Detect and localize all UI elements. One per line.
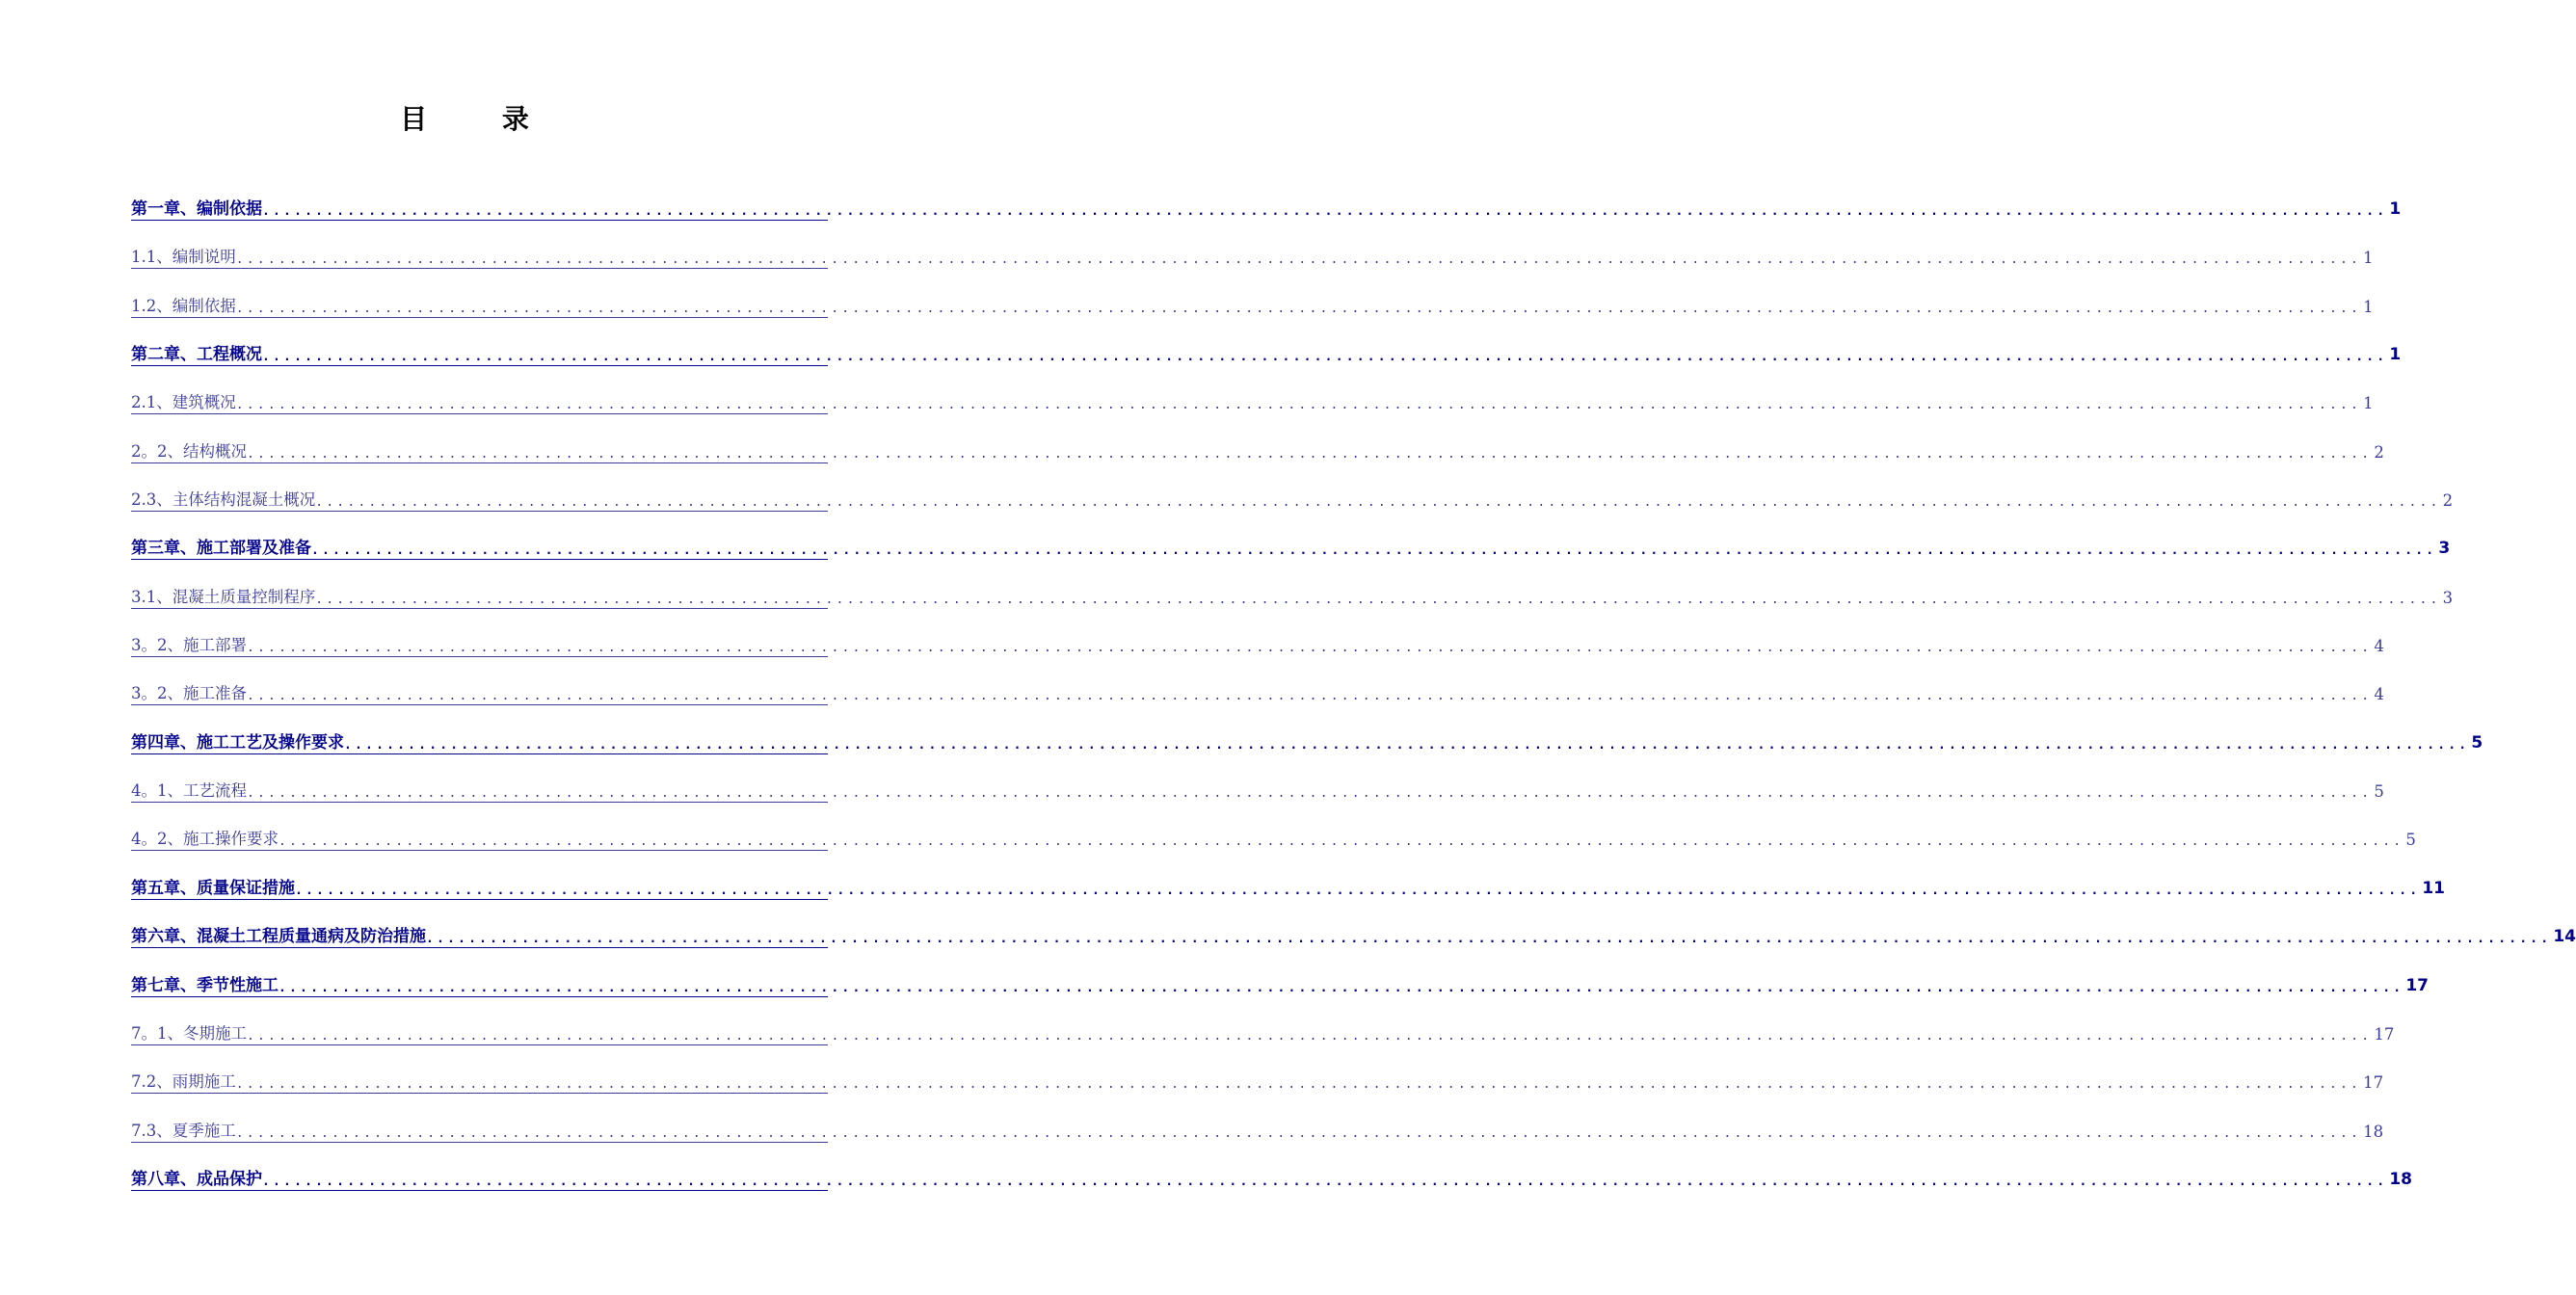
toc-link[interactable] — [131, 629, 2384, 657]
toc-link[interactable] — [131, 338, 2402, 366]
toc-link[interactable] — [131, 241, 2374, 269]
toc-entry-label: 第六章、混凝土工程质量通病及防治措施 — [131, 927, 426, 947]
toc-link[interactable] — [131, 823, 2416, 851]
toc-entry-label: 第四章、施工工艺及操作要求 — [131, 732, 344, 753]
toc-entry-label: 3。2、施工部署 — [131, 636, 247, 655]
dot-leader: ........................................................................................................................................................................................................ — [426, 932, 2552, 947]
toc-entry-label: 1.2、编制依据 — [131, 296, 236, 315]
toc-page-number: 1 — [2363, 297, 2374, 316]
toc-entry — [131, 241, 2374, 289]
dot-leader: ........................................................................................................................................................................................................ — [247, 641, 2373, 656]
toc-entry — [131, 969, 2430, 1018]
dot-leader: ........................................................................................................................................................................................................ — [235, 301, 2362, 316]
toc-page-number: 2 — [2442, 491, 2454, 511]
toc-entry — [131, 823, 2416, 871]
toc-link[interactable] — [131, 290, 2374, 318]
toc-link[interactable] — [131, 1163, 2413, 1191]
toc-page-number: 4 — [2374, 685, 2384, 704]
dot-leader: ........................................................................................................................................................................................................ — [279, 980, 2404, 995]
toc-entry — [131, 872, 2446, 920]
toc-entry-label: 3。2、施工准备 — [131, 684, 247, 703]
toc-link[interactable] — [131, 532, 2451, 560]
toc-entry — [131, 338, 2402, 386]
toc-entry — [131, 581, 2454, 629]
toc-entry-label: 7.3、夏季施工 — [131, 1121, 236, 1140]
dot-leader: ........................................................................................................................................................................................................ — [315, 495, 2441, 511]
toc-entry — [131, 532, 2451, 580]
toc-page-number: 3 — [2442, 588, 2454, 607]
dot-leader: ........................................................................................................................................................................................................ — [262, 350, 2388, 365]
toc-page-number: 18 — [2389, 1169, 2413, 1189]
dot-leader: ........................................................................................................................................................................................................ — [247, 1028, 2373, 1044]
toc-entry — [131, 386, 2374, 435]
toc-entry — [131, 436, 2384, 484]
dot-leader: ........................................................................................................................................................................................................ — [295, 883, 2421, 898]
toc-page-number: 1 — [2363, 249, 2374, 268]
toc-entry-label: 3.1、混凝土质量控制程序 — [131, 587, 316, 606]
toc-entry-label: 第七章、季节性施工 — [131, 975, 279, 995]
toc-entry-label: 第三章、施工部署及准备 — [131, 539, 311, 559]
toc-entry-label: 第八章、成品保护 — [131, 1169, 262, 1189]
toc-link[interactable] — [131, 969, 2430, 997]
toc-link[interactable] — [131, 581, 2454, 609]
toc-page-number: 3 — [2438, 539, 2451, 559]
toc-entry-label: 1.1、编制说明 — [131, 248, 236, 267]
dot-leader: ........................................................................................................................................................................................................ — [262, 204, 2388, 219]
toc-page-number: 2 — [2374, 442, 2384, 462]
toc-entry-label: 第一章、编制依据 — [131, 199, 262, 219]
toc-entry-label: 2.1、建筑概况 — [131, 393, 236, 412]
toc-entry-label: 7。1、冬期施工 — [131, 1023, 247, 1043]
toc-entry — [131, 920, 2576, 968]
page-title: 目 录 — [400, 103, 562, 135]
toc-link[interactable] — [131, 677, 2384, 705]
toc-entry — [131, 629, 2384, 677]
toc-link[interactable] — [131, 484, 2454, 512]
dot-leader: ........................................................................................................................................................................................................ — [279, 834, 2404, 850]
dot-leader: ........................................................................................................................................................................................................ — [315, 592, 2441, 607]
toc-link[interactable] — [131, 386, 2374, 414]
toc-page-number: 1 — [2389, 199, 2402, 219]
toc-page-number: 5 — [2471, 732, 2483, 753]
toc-entry — [131, 677, 2384, 726]
toc-link[interactable] — [131, 1066, 2384, 1094]
toc-link[interactable] — [131, 1018, 2395, 1045]
toc-entry-label: 4。1、工艺流程 — [131, 781, 247, 801]
toc-entry — [131, 1163, 2413, 1211]
dot-leader: ........................................................................................................................................................................................................ — [247, 786, 2373, 802]
toc-entry — [131, 775, 2384, 823]
toc-entry-label: 4。2、施工操作要求 — [131, 830, 279, 849]
toc-page-number: 17 — [2374, 1024, 2395, 1044]
toc-page-number: 17 — [2363, 1073, 2384, 1093]
toc-page-number: 4 — [2374, 637, 2384, 656]
dot-leader: ........................................................................................................................................................................................................ — [235, 1125, 2362, 1141]
toc-link[interactable] — [131, 920, 2576, 948]
toc-page-number: 5 — [2405, 831, 2416, 850]
toc-page-number: 14 — [2553, 927, 2576, 947]
toc-entry-label: 7.2、雨期施工 — [131, 1072, 236, 1092]
toc-entry — [131, 484, 2454, 532]
toc-entry — [131, 193, 2402, 241]
table-of-contents — [131, 193, 2576, 1211]
dot-leader: ........................................................................................................................................................................................................ — [235, 398, 2362, 413]
dot-leader: ........................................................................................................................................................................................................ — [247, 446, 2373, 462]
toc-link[interactable] — [131, 436, 2384, 463]
toc-page-number: 1 — [2389, 345, 2402, 365]
dot-leader: ........................................................................................................................................................................................................ — [235, 1077, 2362, 1093]
toc-link[interactable] — [131, 727, 2483, 754]
toc-page-number: 17 — [2405, 975, 2430, 995]
dot-leader: ........................................................................................................................................................................................................ — [311, 543, 2437, 559]
toc-entry-label: 第二章、工程概况 — [131, 345, 262, 365]
toc-entry — [131, 1066, 2384, 1114]
toc-page-number: 5 — [2374, 782, 2384, 802]
toc-entry — [131, 1115, 2384, 1163]
toc-page-number: 18 — [2363, 1122, 2384, 1141]
toc-link[interactable] — [131, 872, 2446, 900]
toc-page-number: 1 — [2363, 394, 2374, 413]
toc-link[interactable] — [131, 775, 2384, 803]
toc-entry — [131, 727, 2483, 775]
toc-page-number: 11 — [2422, 878, 2446, 898]
dot-leader: ........................................................................................................................................................................................................ — [262, 1174, 2388, 1189]
dot-leader: ........................................................................................................................................................................................................ — [344, 737, 2470, 753]
toc-link[interactable] — [131, 1115, 2384, 1143]
dot-leader: ........................................................................................................................................................................................................ — [247, 689, 2373, 704]
toc-entry-label: 第五章、质量保证措施 — [131, 878, 295, 898]
dot-leader: ........................................................................................................................................................................................................ — [235, 252, 2362, 268]
toc-entry — [131, 1018, 2395, 1066]
toc-link[interactable] — [131, 193, 2402, 221]
toc-entry — [131, 290, 2374, 338]
toc-entry-label: 2.3、主体结构混凝土概况 — [131, 490, 316, 510]
toc-entry-label: 2。2、结构概况 — [131, 441, 247, 461]
